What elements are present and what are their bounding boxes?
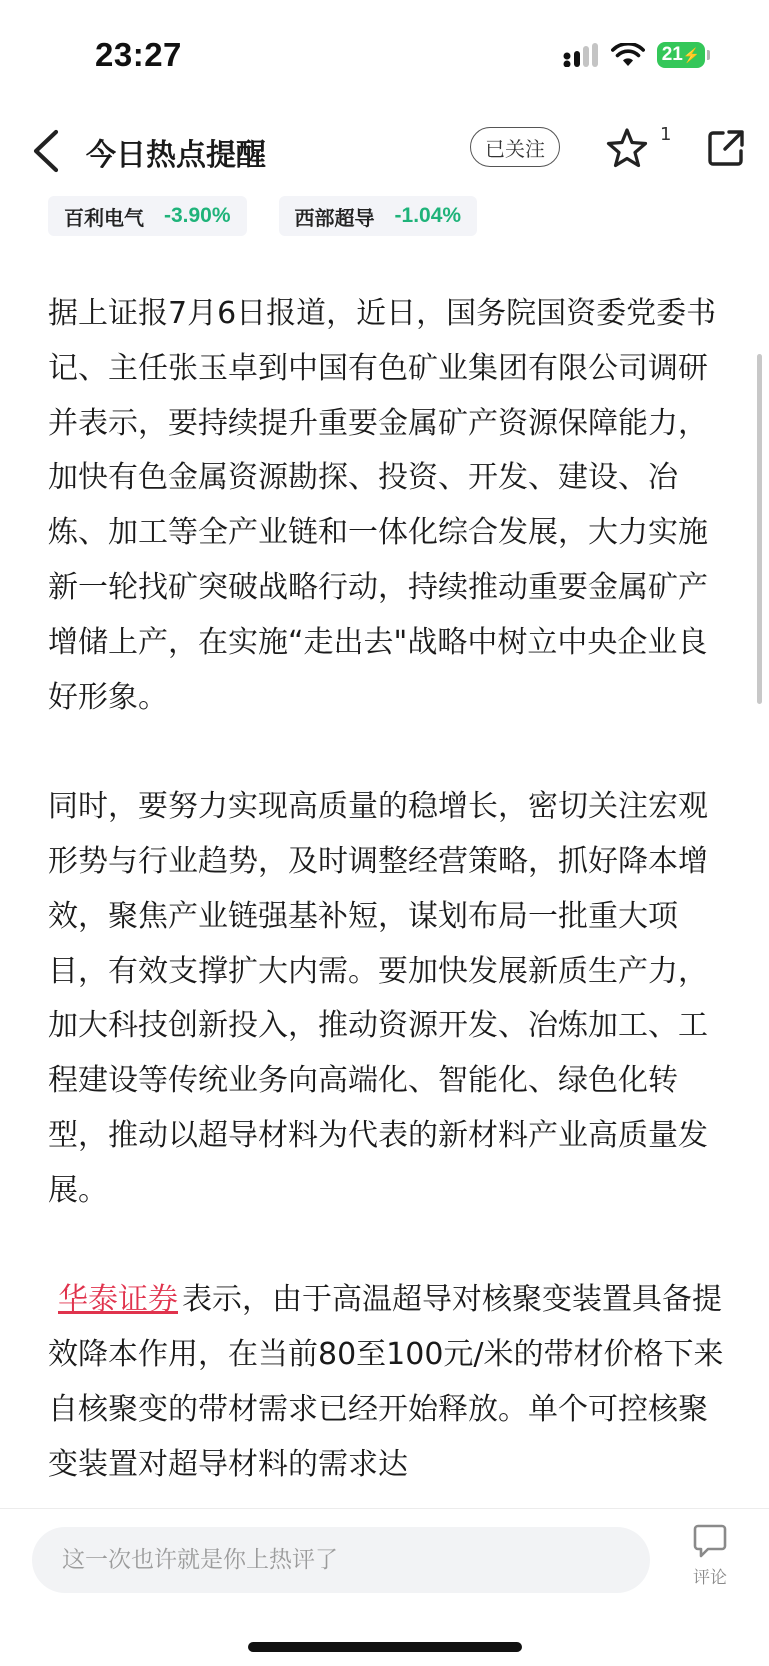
star-icon[interactable] [606, 127, 648, 169]
star-count: 1 [660, 124, 672, 145]
stock-chip[interactable] [48, 196, 247, 236]
stock-change: -3.90% [164, 204, 231, 227]
broker-link[interactable]: 华泰证券 [58, 1282, 178, 1318]
share-icon[interactable] [706, 128, 746, 168]
battery-level: 21 [661, 44, 683, 65]
status-time: 23:27 [95, 36, 182, 73]
article-paragraph: 据上证报7月6日报道，近日，国务院国资委党委书记、主任张玉卓到中国有色矿业集团有限公司调研并表示，要持续提升重要金属矿产资源保障能力，加快有色金属资源勘探、投资、开发、建设、冶炼、加工等全产业链和一体化综合发展，大力实施新一轮找矿突破战略行动，持续推动重要金属矿产增储上产，在实施“走出去"战略中树立中央企业良好形象。 [48, 296, 717, 715]
stock-name: 百利电气 [64, 205, 144, 230]
page-title: 今日热点提醒 [86, 138, 266, 173]
battery-icon: 21 ⚡ [657, 42, 705, 68]
article-paragraph: 同时，要努力实现高质量的稳增长，密切关注宏观形势与行业趋势，及时调整经营策略，抓好降本增效，聚焦产业链强基补短，谋划布局一批重大项目，有效支撑扩大内需。要加快发展新质生产力，加大科技创新投入，推动资源开发、冶炼加工、工程建设等传统业务向高端化、智能化、绿色化转型，推动以超导材料为代表的新材料产业高质量发展。 [48, 789, 708, 1208]
stock-name: 西部超导 [294, 205, 375, 230]
stock-chips [48, 196, 477, 236]
comment-bubble-icon [692, 1523, 728, 1559]
stock-change: -1.04% [394, 204, 462, 227]
bottom-bar [0, 1508, 769, 1666]
article-paragraph [48, 1273, 728, 1492]
stock-chip[interactable] [279, 196, 478, 236]
follow-button[interactable]: 已关注 [470, 127, 560, 167]
article-body [48, 287, 728, 1547]
status-bar [0, 0, 769, 110]
comment-label: 评论 [693, 1568, 727, 1588]
header [0, 110, 769, 190]
article-paragraph-text: 表示，由于高温超导对核聚变装置具备提效降本作用，在当前80至100元/米的带材价格下来自核聚变的带材需求已经开始释放。单个可控核聚变装置对超导材料的需求达 [48, 1282, 724, 1482]
home-indicator [248, 1642, 522, 1652]
back-arrow-icon[interactable] [28, 128, 68, 174]
comment-button[interactable] [680, 1523, 740, 1603]
comment-input[interactable] [32, 1527, 650, 1593]
scrollbar[interactable] [757, 354, 762, 704]
cellular-signal-icon [563, 43, 599, 67]
status-icons [563, 42, 705, 68]
wifi-icon [611, 43, 645, 67]
